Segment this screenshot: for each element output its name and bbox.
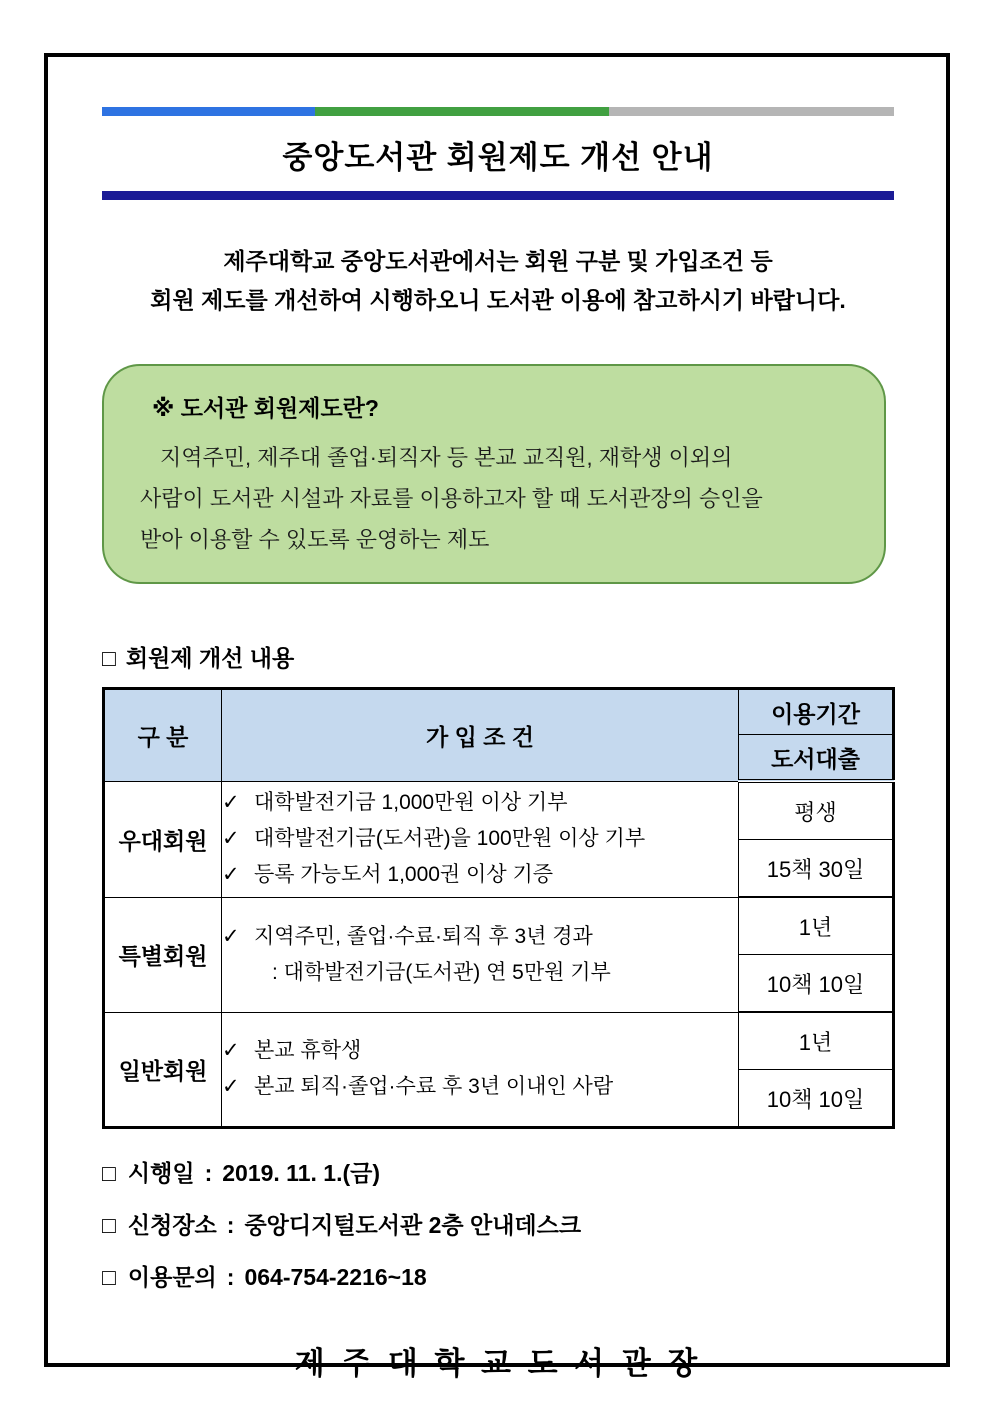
conditions-cell [222, 897, 739, 1012]
intro-line-1: 제주대학교 중앙도서관에서는 회원 구분 및 가입조건 등 [223, 248, 773, 274]
document-content [48, 107, 946, 1383]
top-bar-blue-segment [102, 107, 315, 116]
membership-info-box [102, 364, 886, 584]
detail-application-place [102, 1207, 894, 1240]
square-bullet-icon: □ [102, 1160, 116, 1186]
intro-line-2: 회원 제도를 개선하여 시행하오니 도서관 이용에 참고하시기 바랍니다. [150, 287, 846, 313]
detail-separator: : [226, 1212, 235, 1238]
square-bullet-icon: □ [102, 1264, 116, 1290]
conditions-cell [222, 781, 739, 897]
square-bullet-icon: □ [102, 1212, 116, 1238]
period-cell: 평생 [739, 781, 894, 840]
condition-line: : 대학발전기금(도서관) 연 5만원 기부 [222, 955, 738, 991]
info-box-line-2: 사람이 도서관 시설과 자료를 이용하고자 할 때 도서관장의 승인을 [140, 486, 763, 511]
condition-line: ✓ 등록 가능도서 1,000권 이상 기증 [222, 857, 738, 893]
member-type-cell: 일반회원 [104, 1012, 222, 1128]
check-icon: ✓ [222, 1075, 240, 1099]
table-row-general [104, 1012, 894, 1070]
membership-table [102, 687, 895, 1129]
detail-label: 시행일 [127, 1160, 195, 1186]
detail-value: 064-754-2216~18 [244, 1264, 427, 1290]
check-icon: ✓ [222, 863, 240, 886]
member-type-cell: 우대회원 [104, 781, 222, 897]
table-header-row-1 [104, 689, 894, 735]
detail-effective-date [102, 1155, 894, 1188]
check-icon: ✓ [222, 1039, 240, 1063]
intro-paragraph [102, 242, 894, 320]
check-icon: ✓ [222, 791, 240, 814]
detail-separator: : [226, 1264, 235, 1290]
detail-label: 신청장소 [127, 1212, 217, 1238]
condition-line: ✓ 대학발전기금(도서관)을 100만원 이상 기부 [222, 821, 738, 857]
document-border [44, 53, 950, 1381]
table-row-premium [104, 781, 894, 840]
detail-list [102, 1155, 894, 1292]
conditions-cell [222, 1012, 739, 1128]
loan-cell: 10책 10일 [739, 955, 894, 1013]
section-heading [102, 640, 894, 673]
detail-value: 2019. 11. 1.(금) [222, 1160, 380, 1186]
condition-line: ✓ 본교 휴학생 [222, 1033, 738, 1069]
section-heading-label: 회원제 개선 내용 [125, 645, 295, 671]
condition-line: ✓ 대학발전기금 1,000만원 이상 기부 [222, 785, 738, 821]
page-title: 중앙도서관 회원제도 개선 안내 [282, 140, 714, 175]
check-icon: ✓ [222, 924, 240, 948]
header-conditions: 가 입 조 건 [222, 689, 739, 782]
square-bullet-icon: □ [102, 645, 116, 671]
condition-line: ✓ 본교 퇴직·졸업·수료 후 3년 이내인 사람 [222, 1069, 738, 1105]
detail-separator: : [204, 1160, 213, 1186]
check-icon [222, 955, 254, 991]
detail-contact-phone [102, 1259, 894, 1292]
header-book-loan: 도서대출 [739, 735, 894, 782]
header-category: 구 분 [104, 689, 222, 782]
header-usage-period: 이용기간 [739, 689, 894, 735]
info-box-line-3: 받아 이용할 수 있도록 운영하는 제도 [140, 527, 490, 552]
check-icon: ✓ [222, 827, 240, 850]
top-bar-gray-segment [609, 107, 894, 116]
loan-cell: 15책 30일 [739, 840, 894, 898]
table-row-special [104, 897, 894, 955]
loan-cell: 10책 10일 [739, 1070, 894, 1128]
info-box-line-1: 지역주민, 제주대 졸업·퇴직자 등 본교 교직원, 재학생 이외의 [160, 445, 733, 470]
member-type-cell: 특별회원 [104, 897, 222, 1012]
top-bar-green-segment [315, 107, 609, 116]
info-box-title: ※ 도서관 회원제도란? [152, 395, 379, 421]
title-underline [102, 191, 894, 200]
condition-line: ✓ 지역주민, 졸업·수료·퇴직 후 3년 경과 [222, 919, 738, 955]
detail-label: 이용문의 [127, 1264, 217, 1290]
detail-value: 중앙디지털도서관 2층 안내데스크 [244, 1212, 582, 1238]
period-cell: 1년 [739, 1012, 894, 1070]
decorative-top-bar [102, 107, 894, 116]
info-box-body [140, 437, 854, 560]
period-cell: 1년 [739, 897, 894, 955]
signature: 제 주 대 학 교 도 서 관 장 [294, 1346, 702, 1381]
